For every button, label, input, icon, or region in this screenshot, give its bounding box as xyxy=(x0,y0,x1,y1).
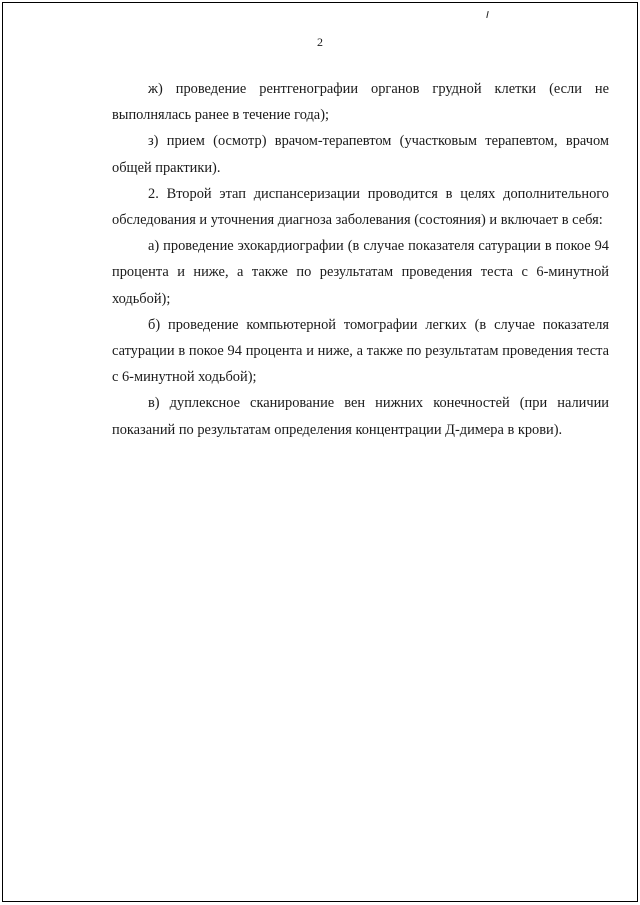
document-body xyxy=(112,76,609,443)
page-number: 2 xyxy=(317,35,323,49)
scan-border-bottom xyxy=(2,901,638,902)
scan-border-left xyxy=(2,2,3,902)
paragraph-item-v: в) дуплексное сканирование вен нижних конечностей (при наличии показаний по результатам определения концентрации Д-димера в крови). xyxy=(112,395,609,438)
scan-border-right xyxy=(637,2,638,902)
paragraph-item-b: б) проведение компьютерной томографии легких (в случае показателя сатурации в покое 94 процента и ниже, а также по результатам проведения теста с 6-минутной ходьбой); xyxy=(112,316,609,386)
paragraph-second-stage: 2. Второй этап диспансеризации проводится в целях дополнительного обследования и уточнения диагноза заболевания (состояния) и включает в себя: xyxy=(112,185,609,229)
paragraph-item-a: а) проведение эхокардиографии (в случае показателя сатурации в покое 94 процента и ниже, а также по результатам проведения теста с 6-минутной ходьбой); xyxy=(112,238,609,307)
scan-speck xyxy=(486,11,488,18)
paragraph-item-zh: ж) проведение рентгенографии органов грудной клетки (если не выполнялась ранее в течение года); xyxy=(112,81,609,124)
paragraph-item-z: з) прием (осмотр) врачом-терапевтом (участковым терапевтом, врачом общей практики). xyxy=(112,133,609,176)
scan-border-top xyxy=(2,2,638,3)
